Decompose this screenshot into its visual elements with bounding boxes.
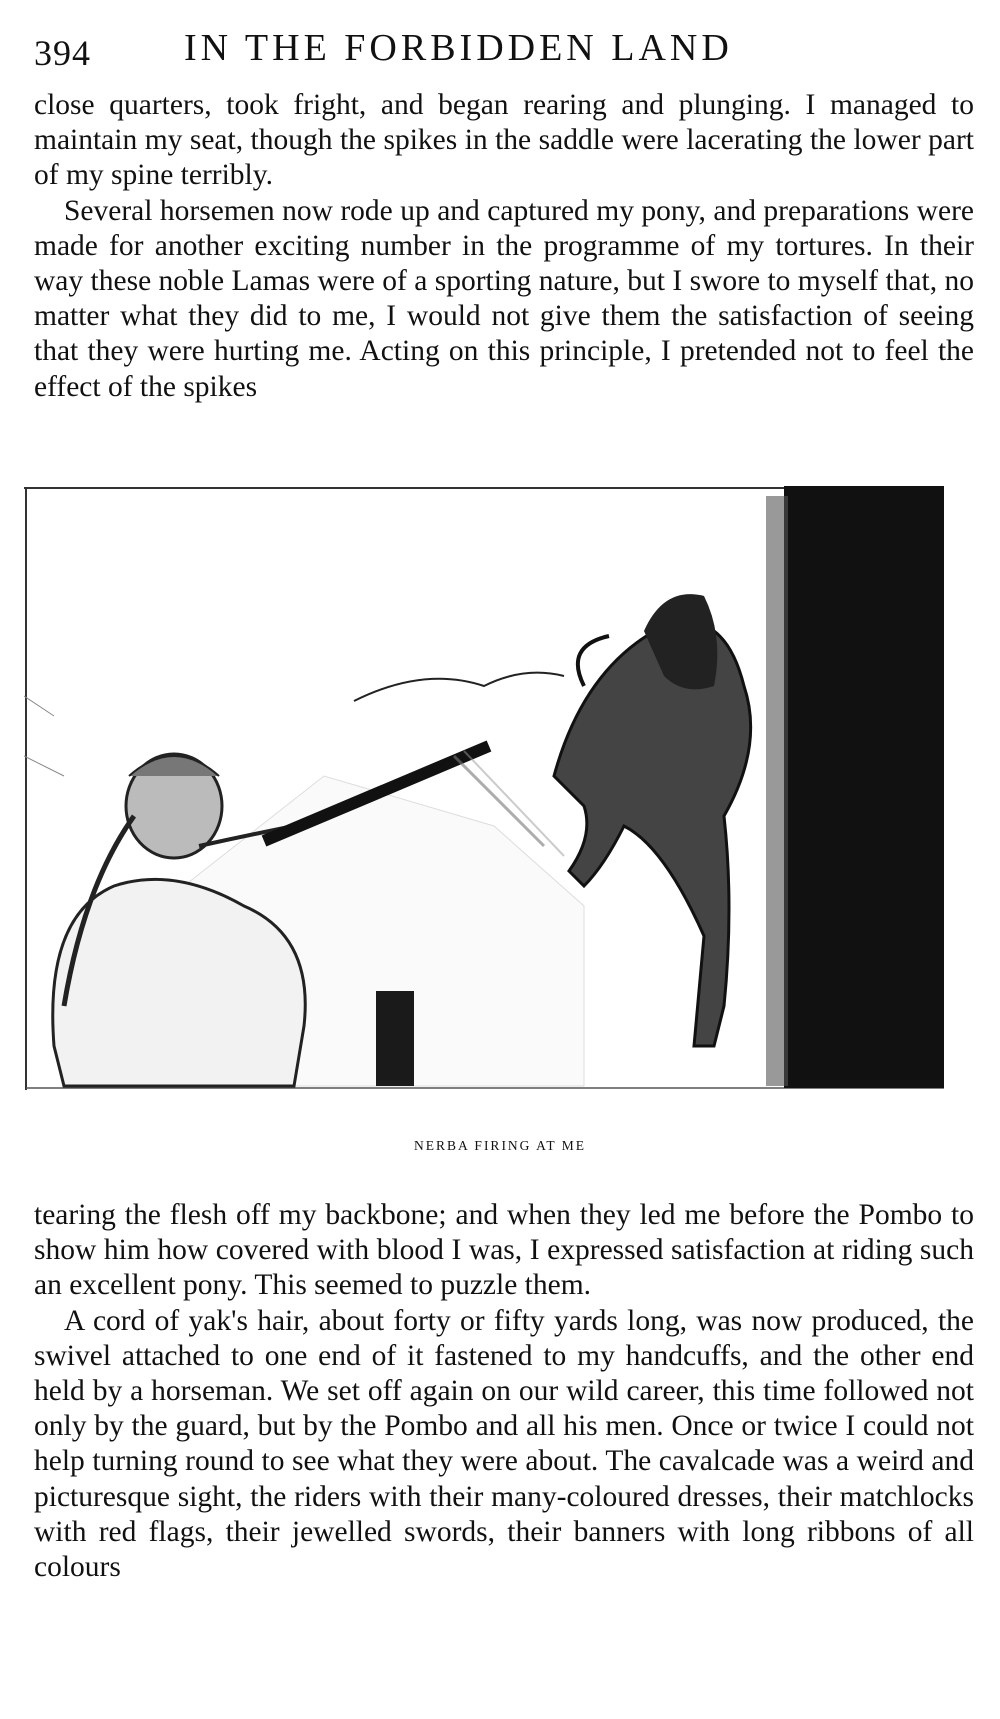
paragraph: Several horsemen now rode up and captured my pony, and preparations were made for another exciting number in the programme of my tortures. In their way these noble Lamas were of a sporting nature, but I swore to myself that, no matter what they did to me, I would not give them the satisfaction of seeing that they were hurting me. Acting on this principle, I pretended not to feel the effect of the spikes: [34, 194, 974, 403]
book-page: [34, 20, 974, 72]
page-number: 394: [34, 33, 91, 73]
page-header: [34, 20, 974, 72]
running-title: IN THE FORBIDDEN LAND: [184, 27, 733, 69]
illustration: [24, 486, 956, 1092]
illustration-drawing: [24, 486, 956, 1092]
paragraph: tearing the flesh off my backbone; and when they led me before the Pombo to show him how covered with blood I was, I expressed satisfaction at riding such an excellent pony. This seemed to puzzle them.: [34, 1199, 974, 1302]
figure-caption: NERBA FIRING AT ME: [414, 1138, 586, 1153]
body-text-before-figure: [34, 88, 974, 405]
body-text-after-figure: [34, 1198, 974, 1585]
paragraph: close quarters, took fright, and began rearing and plunging. I managed to maintain my seat, though the spikes in the saddle were lacerating the lower part of my spine terribly.: [34, 89, 974, 192]
paragraph: A cord of yak's hair, about forty or fifty yards long, was now produced, the swivel attached to one end of it fastened to my handcuffs, and the other end held by a horseman. We set off again on our wild career, this time followed not only by the guard, but by the Pombo and all his men. Once or twice I could not help turning round to see what they were about. The cavalcade was a weird and picturesque sight, the riders with their many-coloured dresses, their matchlocks with red flags, their jewelled swords, their banners with long ribbons of all colours: [34, 1304, 974, 1584]
